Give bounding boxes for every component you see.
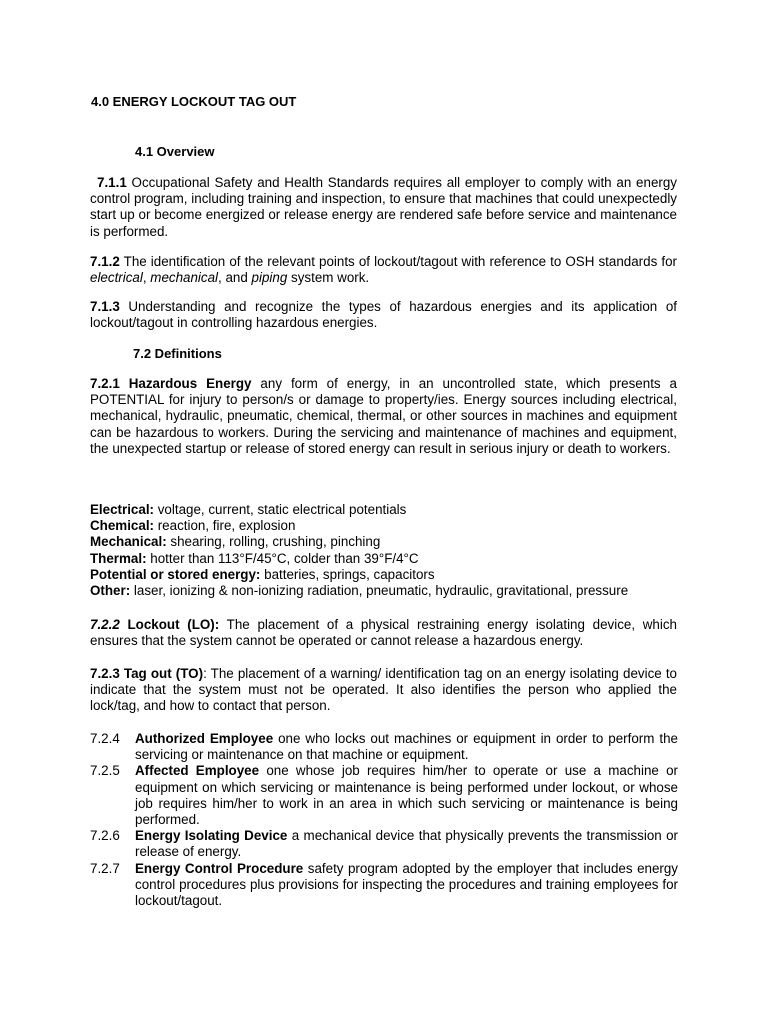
definition-term: Authorized Employee bbox=[135, 731, 274, 746]
definition-text bbox=[135, 763, 678, 828]
document-title: 4.0 ENERGY LOCKOUT TAG OUT bbox=[91, 94, 297, 109]
energy-types-list bbox=[90, 502, 690, 599]
definition-term: Affected Employee bbox=[135, 763, 260, 779]
definition-text bbox=[135, 861, 678, 910]
energy-type-label: Mechanical: bbox=[90, 534, 167, 550]
paragraph-text: Occupational Safety and Health Standards requires all employer to comply with an energy control program, including training and inspection, to ensure that machines that could unexpectedly start up or become energized or release energy are rendered safe before service and maintenance is performed. bbox=[90, 175, 677, 239]
list-item bbox=[90, 518, 690, 534]
energy-type-text: laser, ionizing & non-ionizing radiation, pneumatic, hydraulic, gravitational, pressure bbox=[130, 583, 629, 599]
paragraph-7-1-3 bbox=[90, 299, 677, 331]
emphasis-piping: piping bbox=[251, 270, 288, 286]
section-heading-overview: 4.1 Overview bbox=[135, 144, 215, 159]
definition-text bbox=[135, 828, 678, 860]
definition-number: 7.2.5 bbox=[90, 763, 120, 779]
list-item bbox=[90, 502, 690, 518]
energy-type-text: reaction, fire, explosion bbox=[154, 518, 296, 534]
list-item bbox=[90, 534, 690, 550]
definition-item bbox=[90, 828, 678, 860]
energy-type-text: shearing, rolling, crushing, pinching bbox=[166, 534, 381, 550]
list-item bbox=[90, 551, 690, 567]
list-item bbox=[90, 583, 690, 599]
emphasis-electrical: electrical bbox=[90, 270, 143, 286]
separator: , bbox=[142, 270, 151, 286]
energy-type-label: Chemical: bbox=[90, 518, 154, 534]
definition-number: 7.2.7 bbox=[90, 860, 120, 876]
definition-item bbox=[90, 731, 678, 763]
definition-body: one who locks out machines or equipment in order to perform the servicing or maintenance on that machine or equipment. bbox=[135, 731, 678, 763]
definition-body: safety program adopted by the employer that includes energy control procedures plus provisions for inspecting the procedures and training employees for lockout/tagout. bbox=[135, 860, 679, 909]
paragraph-7-2-3 bbox=[90, 666, 677, 715]
paragraph-text: any form of energy, in an uncontrolled state, which presents a POTENTIAL for injury to person/s or damage to property/ies. Energy sources including electrical, mechanical, hydraulic, pneumatic, chemical, thermal, or other sources in machines and equipment can be hazardous to workers. During the servicing and maintenance of machines and equipment, the unexpected startup or release of stored energy can result in serious injury or death to workers. bbox=[90, 376, 677, 456]
paragraph-7-1-1 bbox=[90, 175, 677, 240]
paragraph-number: 7.2.2 bbox=[90, 617, 120, 632]
paragraph-text: : The placement of a warning/ identification tag on an energy isolating device to indicate that the system must not be operated. It also identifies the person who applied the lock/tag, and how to contact that person. bbox=[90, 666, 677, 714]
paragraph-7-2-2 bbox=[90, 617, 677, 649]
definition-text bbox=[135, 731, 678, 763]
energy-type-text: hotter than 113°F/45°C, colder than 39°F/4°C bbox=[146, 550, 419, 566]
paragraph-7-1-2 bbox=[90, 254, 677, 286]
paragraph-7-2-1 bbox=[90, 376, 677, 457]
energy-type-text: voltage, current, static electrical potentials bbox=[154, 502, 407, 517]
paragraph-text: The placement of a physical restraining energy isolating device, which ensures that the system cannot be operated or cannot release a hazardous energy. bbox=[90, 617, 677, 649]
energy-type-label: Other: bbox=[90, 583, 131, 599]
definition-term: Energy Isolating Device bbox=[135, 828, 288, 844]
list-item bbox=[90, 567, 690, 583]
definition-body: a mechanical device that physically prevents the transmission or release of energy. bbox=[135, 828, 678, 860]
energy-type-label: Potential or stored energy: bbox=[90, 566, 261, 582]
separator: , and bbox=[218, 270, 252, 286]
paragraph-text: Understanding and recognize the types of hazardous energies and its application of lockout/tagout in controlling hazardous energies. bbox=[90, 299, 677, 331]
definition-number: 7.2.6 bbox=[90, 828, 120, 844]
paragraph-number: 7.1.1 bbox=[97, 175, 127, 190]
paragraph-text: The identification of the relevant points of lockout/tagout with reference to OSH standards for bbox=[119, 254, 677, 269]
emphasis-mechanical: mechanical bbox=[150, 270, 219, 286]
energy-type-label: Thermal: bbox=[90, 550, 147, 566]
paragraph-number: 7.1.2 bbox=[90, 254, 120, 269]
section-heading-definitions: 7.2 Definitions bbox=[133, 346, 222, 361]
paragraph-number: 7.2.3 Tag out (TO) bbox=[90, 666, 204, 681]
definitions-list bbox=[90, 731, 678, 909]
definition-term: Energy Control Procedure bbox=[135, 860, 304, 876]
paragraph-number: 7.1.3 bbox=[90, 299, 120, 314]
definition-term: Lockout (LO): bbox=[119, 617, 220, 632]
definition-item bbox=[90, 763, 678, 828]
energy-type-label: Electrical: bbox=[90, 502, 155, 517]
paragraph-number: 7.2.1 Hazardous Energy bbox=[90, 376, 252, 391]
definition-number: 7.2.4 bbox=[90, 731, 120, 746]
energy-type-text: batteries, springs, capacitors bbox=[260, 566, 435, 582]
definition-item bbox=[90, 861, 678, 910]
paragraph-text: system work. bbox=[287, 270, 370, 286]
definition-body: one whose job requires him/her to operate or use a machine or equipment on which servicing or maintenance is being performed under lockout, or whose job requires him/her to work in an area in which such servicing or maintenance is being performed. bbox=[135, 763, 678, 828]
